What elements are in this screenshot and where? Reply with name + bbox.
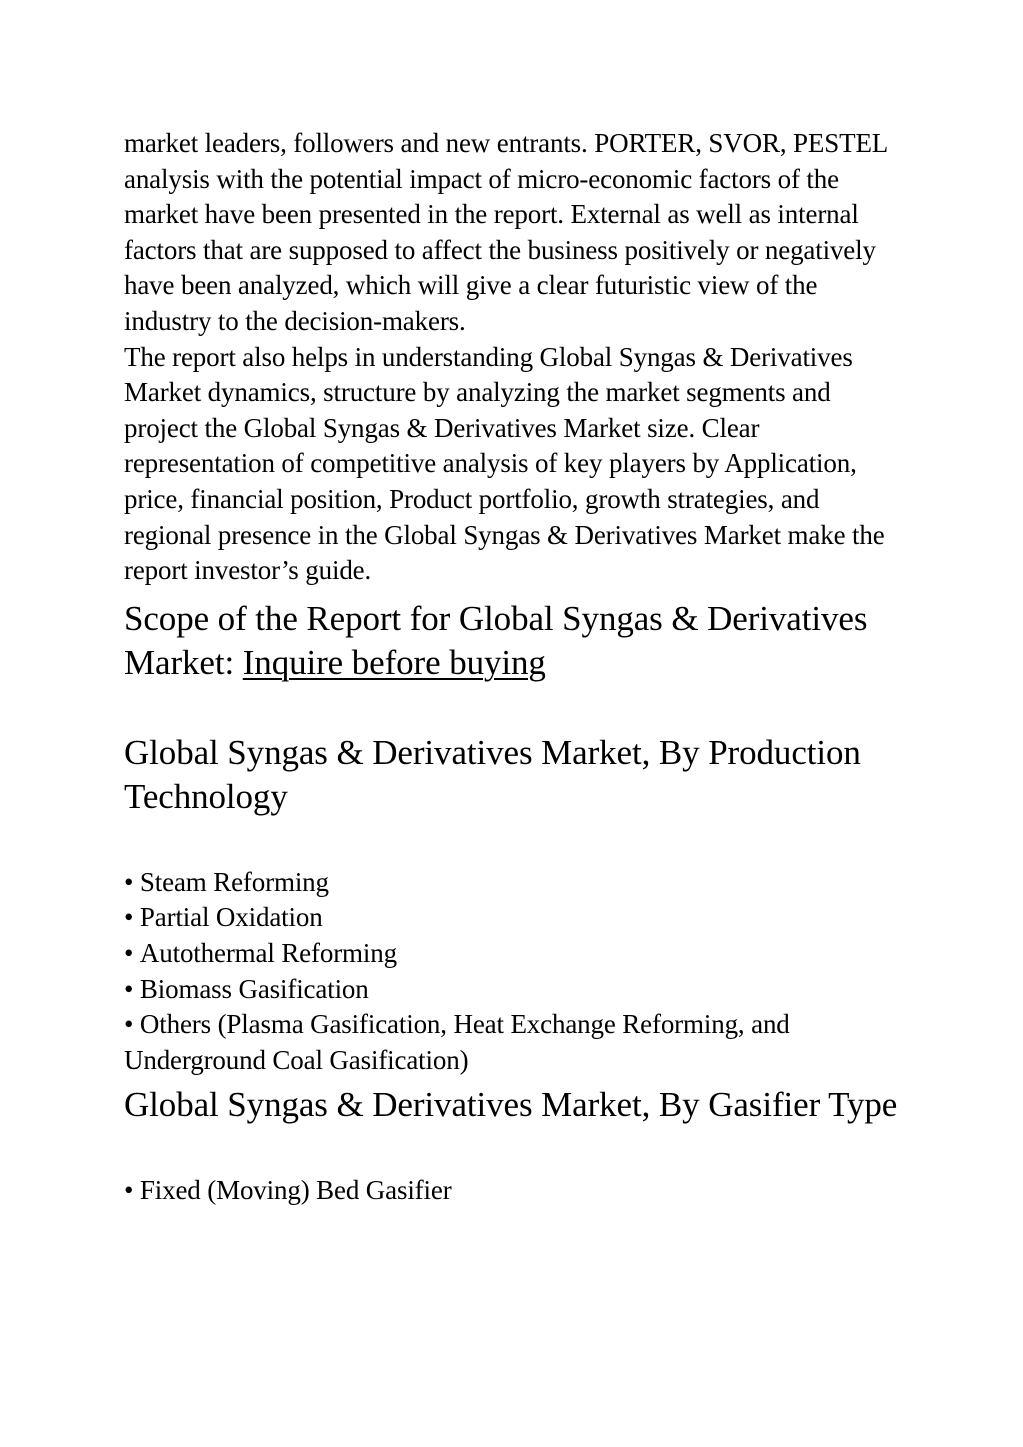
list-item: • Autothermal Reforming [124, 936, 904, 972]
list-item: • Fixed (Moving) Bed Gasifier [124, 1173, 904, 1209]
body-paragraph-1: market leaders, followers and new entrants. PORTER, SVOR, PESTEL analysis with the potential impact of micro-economic factors of the market have been presented in the report. External as well as internal factors that are supposed to affect the business positively or negatively have been analyzed, which will give a clear futuristic view of the industry to the decision-makers. [124, 128, 888, 336]
document-page [124, 126, 904, 1209]
list-item: • Partial Oxidation [124, 900, 904, 936]
production-technology-list [124, 865, 904, 1079]
gasifier-type-heading: Global Syngas & Derivatives Market, By Gasifier Type [124, 1085, 898, 1125]
list-item: • Steam Reforming [124, 865, 904, 901]
production-technology-heading: Global Syngas & Derivatives Market, By Production Technology [124, 732, 861, 816]
body-paragraph-2: The report also helps in understanding Global Syngas & Derivatives Market dynamics, structure by analyzing the market segments and project the Global Syngas & Derivatives Market size. Clear representation of competitive analysis of key players by Application, price, financial position, Product portfolio, growth strategies, and regional presence in the Global Syngas & Derivatives Market make the report investor’s guide. [124, 341, 885, 586]
inquire-before-buying-link[interactable]: Inquire before buying [242, 642, 546, 682]
scope-heading [124, 597, 904, 685]
list-item: • Biomass Gasification [124, 972, 904, 1008]
scope-heading-text: Scope of the Report for Global Syngas & Derivatives Market: [124, 598, 868, 682]
gasifier-type-list [124, 1173, 904, 1209]
list-item: • Others (Plasma Gasification, Heat Exchange Reforming, and Underground Coal Gasification) [124, 1007, 904, 1078]
